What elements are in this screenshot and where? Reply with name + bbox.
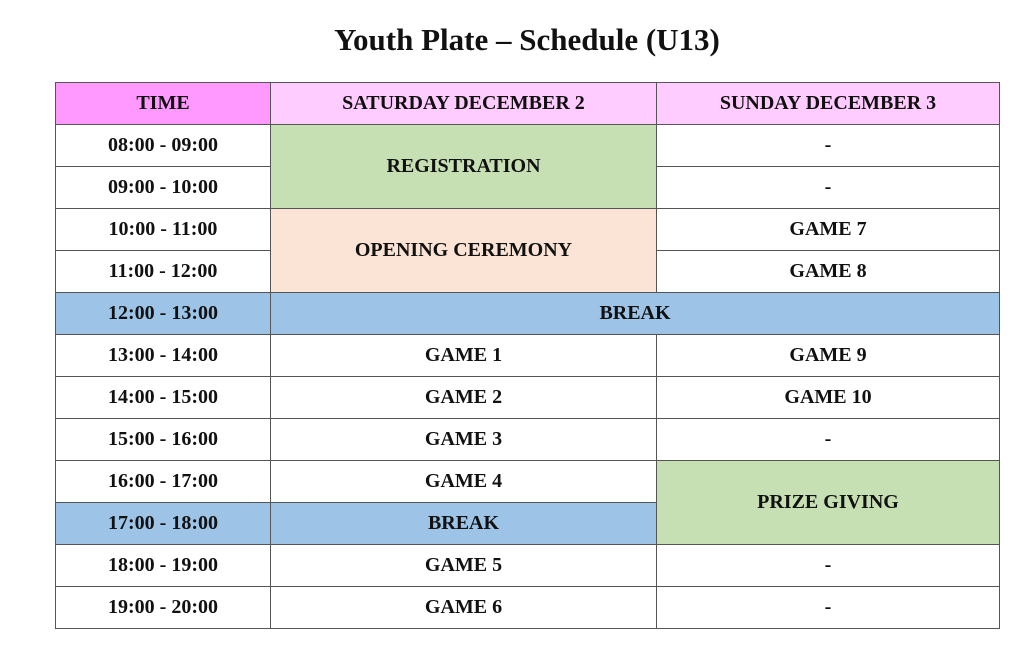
time-cell: 14:00 - 15:00: [56, 377, 271, 419]
time-cell: 13:00 - 14:00: [56, 335, 271, 377]
sunday-cell: GAME 8: [657, 251, 1000, 293]
time-cell: 08:00 - 09:00: [56, 125, 271, 167]
sunday-cell: GAME 9: [657, 335, 1000, 377]
header-row: [56, 83, 1000, 125]
time-cell: 15:00 - 16:00: [56, 419, 271, 461]
table-row: [56, 293, 1000, 335]
sunday-cell: -: [657, 587, 1000, 629]
time-cell: 12:00 - 13:00: [56, 293, 271, 335]
sunday-cell: -: [657, 167, 1000, 209]
saturday-cell: GAME 5: [271, 545, 657, 587]
table-row: [56, 545, 1000, 587]
sunday-cell: -: [657, 125, 1000, 167]
table-row: [56, 587, 1000, 629]
table-row: [56, 335, 1000, 377]
header-saturday: SATURDAY DECEMBER 2: [271, 83, 657, 125]
saturday-break: BREAK: [271, 503, 657, 545]
time-cell: 19:00 - 20:00: [56, 587, 271, 629]
time-cell: 09:00 - 10:00: [56, 167, 271, 209]
time-cell: 11:00 - 12:00: [56, 251, 271, 293]
sunday-cell: GAME 10: [657, 377, 1000, 419]
saturday-cell: GAME 1: [271, 335, 657, 377]
header-sunday: SUNDAY DECEMBER 3: [657, 83, 1000, 125]
saturday-cell: GAME 4: [271, 461, 657, 503]
sunday-cell: -: [657, 419, 1000, 461]
time-cell: 10:00 - 11:00: [56, 209, 271, 251]
schedule-table: [55, 82, 1000, 629]
sunday-cell: GAME 7: [657, 209, 1000, 251]
saturday-opening-ceremony: OPENING CEREMONY: [271, 209, 657, 293]
time-cell: 18:00 - 19:00: [56, 545, 271, 587]
time-cell: 17:00 - 18:00: [56, 503, 271, 545]
table-row: [56, 461, 1000, 503]
shared-break: BREAK: [271, 293, 1000, 335]
saturday-cell: GAME 2: [271, 377, 657, 419]
sunday-cell: -: [657, 545, 1000, 587]
page-title: Youth Plate – Schedule (U13): [334, 22, 720, 57]
table-row: [56, 377, 1000, 419]
sunday-prize-giving: PRIZE GIVING: [657, 461, 1000, 545]
saturday-cell: GAME 6: [271, 587, 657, 629]
header-time: TIME: [56, 83, 271, 125]
table-row: [56, 125, 1000, 167]
saturday-registration: REGISTRATION: [271, 125, 657, 209]
time-cell: 16:00 - 17:00: [56, 461, 271, 503]
saturday-cell: GAME 3: [271, 419, 657, 461]
table-row: [56, 209, 1000, 251]
table-row: [56, 419, 1000, 461]
